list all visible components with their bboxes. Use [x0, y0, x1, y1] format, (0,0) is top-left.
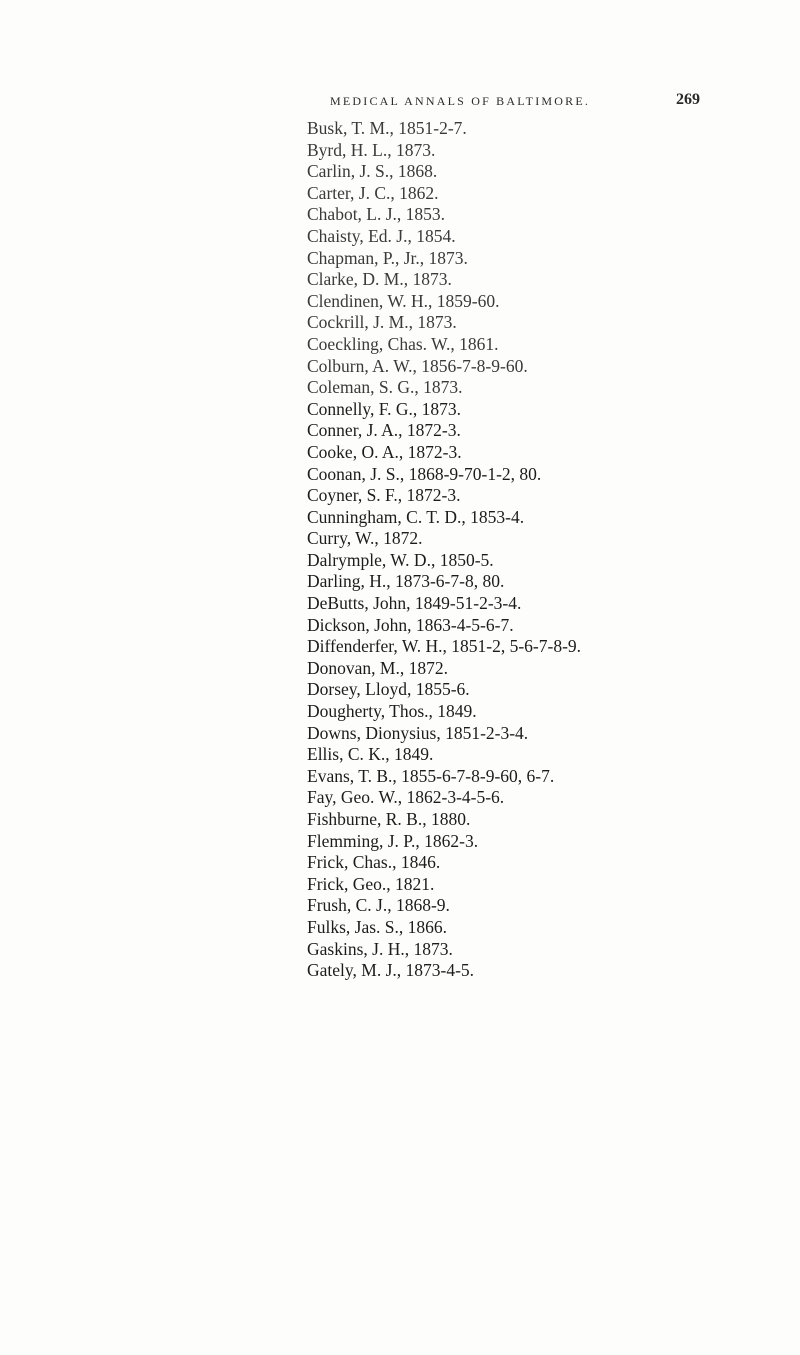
- list-item: Clarke, D. M., 1873.: [307, 269, 452, 290]
- list-item: Chaisty, Ed. J., 1854.: [307, 225, 456, 246]
- list-item: Frush, C. J., 1868-9.: [307, 895, 450, 916]
- list-item: Clendinen, W. H., 1859-60.: [307, 290, 500, 311]
- list-item: Byrd, H. L., 1873.: [307, 139, 436, 160]
- list-item: Cunningham, C. T. D., 1853-4.: [307, 506, 525, 527]
- list-item: Flemming, J. P., 1862-3.: [307, 830, 479, 851]
- list-item: Diffenderfer, W. H., 1851-2, 5-6-7-8-9.: [307, 636, 582, 657]
- list-item: Carlin, J. S., 1868.: [307, 161, 438, 182]
- list-item: Fay, Geo. W., 1862-3-4-5-6.: [307, 787, 505, 808]
- list-item: Fishburne, R. B., 1880.: [307, 809, 471, 829]
- list-item: Coonan, J. S., 1868-9-70-1-2, 80.: [307, 463, 542, 484]
- list-item: Fulks, Jas. S., 1866.: [307, 916, 448, 937]
- list-item: Conner, J. A., 1872-3.: [307, 420, 461, 441]
- list-item: Ellis, C. K., 1849.: [307, 744, 434, 765]
- list-item: Cooke, O. A., 1872-3.: [307, 441, 462, 462]
- list-item: Cockrill, J. M., 1873.: [307, 312, 457, 333]
- list-item: Evans, T. B., 1855-6-7-8-9-60, 6-7.: [307, 765, 555, 786]
- list-item: Dorsey, Lloyd, 1855-6.: [307, 679, 470, 700]
- list-item: Coyner, S. F., 1872-3.: [307, 485, 461, 506]
- list-item: Curry, W., 1872.: [307, 528, 423, 549]
- list-item: Connelly, F. G., 1873.: [307, 398, 461, 419]
- running-header: [330, 91, 700, 116]
- list-item: Frick, Geo., 1821.: [307, 873, 435, 894]
- list-item: Coeckling, Chas. W., 1861.: [307, 333, 499, 354]
- list-item: DeButts, John, 1849-51-2-3-4.: [307, 593, 522, 614]
- list-item: Coleman, S. G., 1873.: [307, 377, 463, 398]
- running-title: MEDICAL ANNALS OF BALTIMORE.: [330, 94, 591, 108]
- list-item: Dalrymple, W. D., 1850-5.: [307, 549, 494, 570]
- list-item: Carter, J. C., 1862.: [307, 182, 439, 203]
- list-item: Frick, Chas., 1846.: [307, 852, 441, 873]
- list-item: Donovan, M., 1872.: [307, 657, 448, 678]
- list-item: Dougherty, Thos., 1849.: [307, 701, 477, 722]
- list-item: Chabot, L. J., 1853.: [307, 204, 446, 225]
- list-item: Downs, Dionysius, 1851-2-3-4.: [307, 722, 529, 743]
- page-number: 269: [676, 91, 700, 108]
- list-item: Dickson, John, 1863-4-5-6-7.: [307, 614, 514, 635]
- list-item: Chapman, P., Jr., 1873.: [307, 247, 468, 268]
- list-item: Darling, H., 1873-6-7-8, 80.: [307, 571, 505, 592]
- list-item: Colburn, A. W., 1856-7-8-9-60.: [307, 355, 528, 376]
- name-index-list: [307, 118, 767, 982]
- list-item: Gately, M. J., 1873-4-5.: [307, 960, 475, 981]
- list-item: Gaskins, J. H., 1873.: [307, 938, 453, 959]
- list-item: Busk, T. M., 1851-2-7.: [307, 118, 467, 138]
